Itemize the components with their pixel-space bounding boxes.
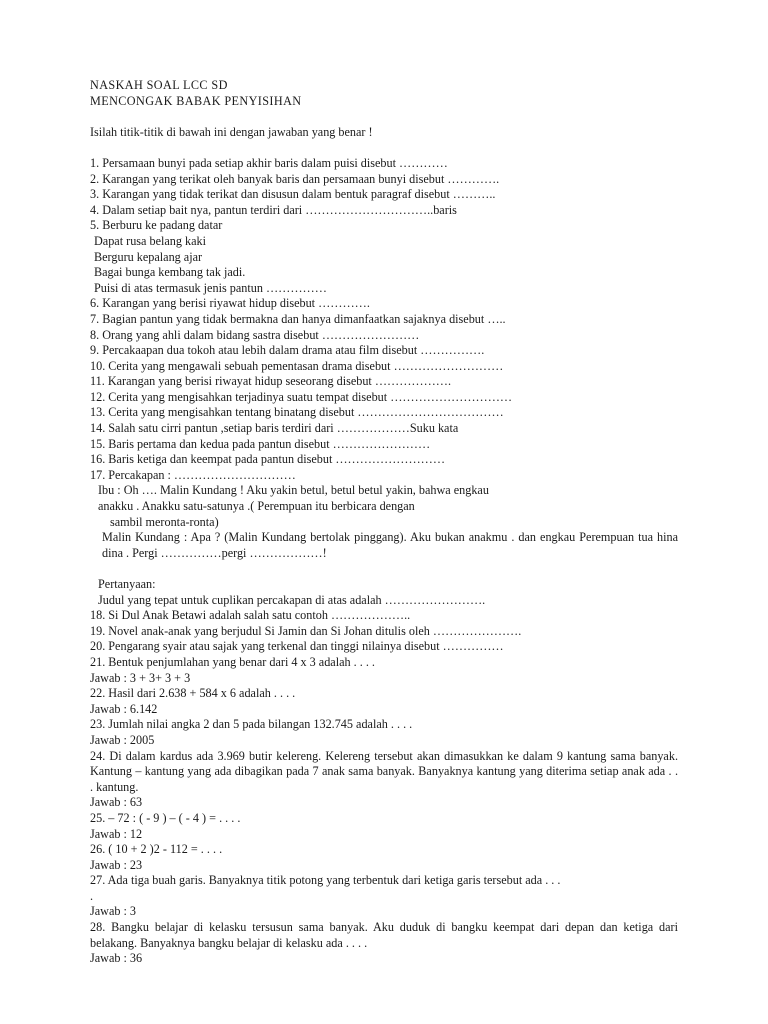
question-11: 11. Karangan yang berisi riwayat hidup seseorang disebut ………………. bbox=[90, 374, 452, 389]
question-6: 6. Karangan yang berisi riyawat hidup disebut …………. bbox=[90, 296, 370, 311]
answer-22: Jawab : 6.142 bbox=[90, 701, 158, 716]
question-27: 27. Ada tiga buah garis. Banyaknya titik potong yang terbentuk dari ketiga garis tersebut ada . . . bbox=[90, 873, 561, 888]
dialogue-line-2: anakku . Anakku satu-satunya .( Perempuan itu berbicara dengan bbox=[98, 499, 415, 514]
question-14: 14. Salah satu cirri pantun ,setiap baris terdiri dari ………………Suku kata bbox=[90, 421, 459, 436]
answer-25: Jawab : 12 bbox=[90, 826, 143, 841]
question-16: 16. Baris ketiga dan keempat pada pantun disebut ……………………… bbox=[90, 452, 446, 467]
question-2: 2. Karangan yang terikat oleh banyak baris dan persamaan bunyi disebut …………. bbox=[90, 171, 500, 186]
question-5-line-3: Bagai bunga kembang tak jadi. bbox=[94, 265, 246, 280]
question-21: 21. Bentuk penjumlahan yang benar dari 4 x 3 adalah . . . . bbox=[90, 654, 375, 669]
dialogue-line-3: sambil meronta-ronta) bbox=[110, 514, 219, 529]
answer-23: Jawab : 2005 bbox=[90, 732, 155, 747]
question-25: 25. – 72 : ( - 9 ) – ( - 4 ) = . . . . bbox=[90, 810, 241, 825]
question-3: 3. Karangan yang tidak terikat dan disusun dalam bentuk paragraf disebut ……….. bbox=[90, 187, 496, 202]
question-22: 22. Hasil dari 2.638 + 584 x 6 adalah . . . . bbox=[90, 686, 296, 701]
question-7: 7. Bagian pantun yang tidak bermakna dan hanya dimanfaatkan sajaknya disebut ….. bbox=[90, 311, 506, 326]
question-23: 23. Jumlah nilai angka 2 dan 5 pada bilangan 132.745 adalah . . . . bbox=[90, 717, 413, 732]
question-18: 18. Si Dul Anak Betawi adalah salah satu contoh ……………….. bbox=[90, 608, 411, 623]
question-1: 1. Persamaan bunyi pada setiap akhir baris dalam puisi disebut ………… bbox=[90, 155, 448, 170]
question-27-cont: . bbox=[90, 888, 94, 903]
question-17: 17. Percakapan : ………………………… bbox=[90, 467, 296, 482]
page-subtitle: MENCONGAK BABAK PENYISIHAN bbox=[90, 93, 302, 108]
question-8: 8. Orang yang ahli dalam bidang sastra disebut …………………… bbox=[90, 327, 420, 342]
question-9: 9. Percakaapan dua tokoh atau lebih dalam drama atau film disebut ……………. bbox=[90, 343, 485, 358]
question-13: 13. Cerita yang mengisahkan tentang binatang disebut ……………………………… bbox=[90, 405, 504, 420]
question-28: 28. Bangku belajar di kelasku tersusun sama banyak. Aku duduk di bangku keempat dari depan dan ketiga dari belakang. Banyaknya bangku belajar di kelasku ada . . . . bbox=[90, 920, 678, 950]
question-24: 24. Di dalam kardus ada 3.969 butir kelereng. Kelereng tersebut akan dimasukkan ke dalam 9 kantung sama banyak. Kantung – kantung yang ada dibagikan pada 7 anak sama banyak. Banyaknya kantung yang diterima setiap anak ada . . . kantung. bbox=[90, 748, 678, 794]
answer-28: Jawab : 36 bbox=[90, 951, 143, 966]
answer-24: Jawab : 63 bbox=[90, 795, 143, 810]
answer-21: Jawab : 3 + 3+ 3 + 3 bbox=[90, 670, 191, 685]
document-body bbox=[90, 78, 678, 967]
question-19: 19. Novel anak-anak yang berjudul Si Jamin dan Si Johan ditulis oleh …………………. bbox=[90, 623, 522, 638]
page-title: NASKAH SOAL LCC SD bbox=[90, 78, 228, 92]
dialogue-line-1: Ibu : Oh …. Malin Kundang ! Aku yakin betul, betul betul yakin, bahwa engkau bbox=[98, 483, 489, 498]
question-10: 10. Cerita yang mengawali sebuah pementasan drama disebut ……………………… bbox=[90, 358, 504, 373]
question-26: 26. ( 10 + 2 )2 - 112 = . . . . bbox=[90, 842, 223, 857]
answer-26: Jawab : 23 bbox=[90, 857, 143, 872]
pertanyaan-label: Pertanyaan: bbox=[98, 577, 156, 591]
question-12: 12. Cerita yang mengisahkan terjadinya suatu tempat disebut ………………………… bbox=[90, 389, 513, 404]
question-20: 20. Pengarang syair atau sajak yang terkenal dan tinggi nilainya disebut …………… bbox=[90, 639, 504, 654]
question-4: 4. Dalam setiap bait nya, pantun terdiri dari …………………………..baris bbox=[90, 202, 457, 217]
question-5: 5. Berburu ke padang datar bbox=[90, 218, 223, 233]
question-15: 15. Baris pertama dan kedua pada pantun disebut …………………… bbox=[90, 436, 431, 451]
question-5-line-4: Puisi di atas termasuk jenis pantun …………… bbox=[94, 280, 327, 295]
instruction: Isilah titik-titik di bawah ini dengan jawaban yang benar ! bbox=[90, 124, 373, 139]
dialogue-paragraph: Malin Kundang : Apa ? (Malin Kundang bertolak pinggang). Aku bukan anakmu . dan engkau Perempuan tua hina dina . Pergi ……………pergi ………………! bbox=[102, 530, 678, 560]
answer-27: Jawab : 3 bbox=[90, 904, 137, 919]
pertanyaan: Judul yang tepat untuk cuplikan percakapan di atas adalah ……………………. bbox=[98, 592, 486, 607]
question-5-line-1: Dapat rusa belang kaki bbox=[94, 233, 207, 248]
question-5-line-2: Berguru kepalang ajar bbox=[94, 249, 203, 264]
